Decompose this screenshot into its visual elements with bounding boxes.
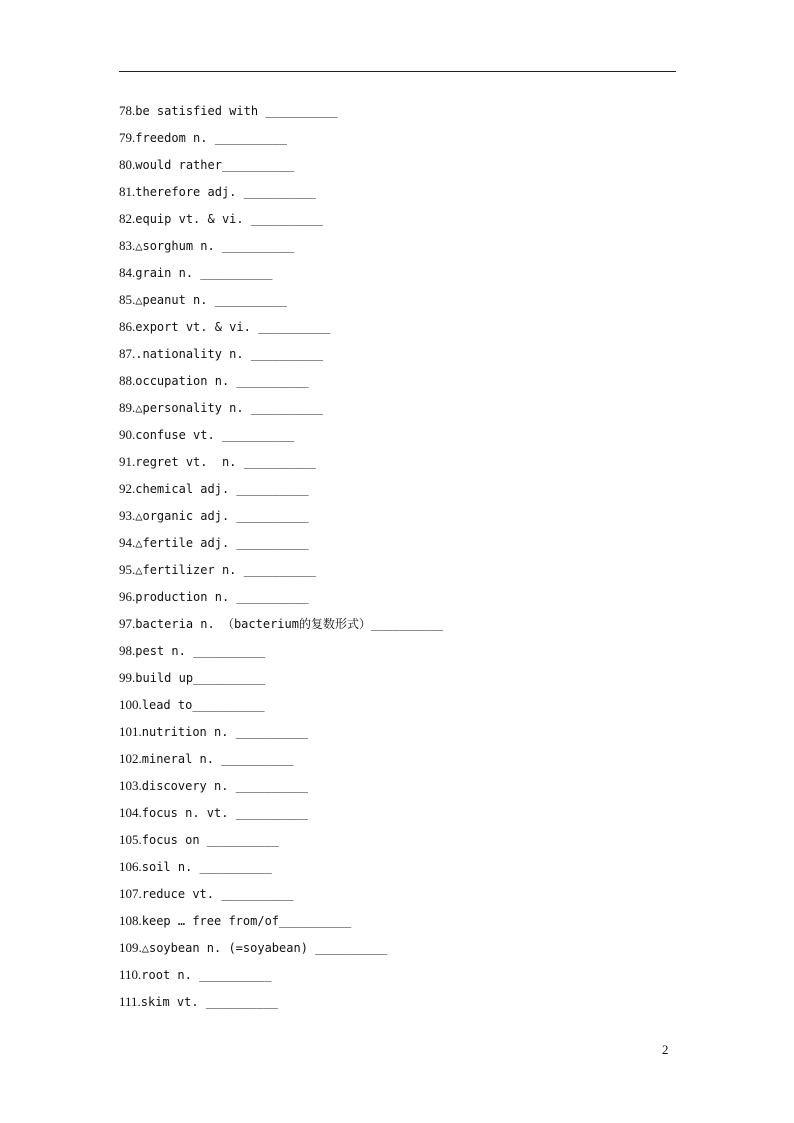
item-text: bacteria n. （bacterium的复数形式）__________ [135, 617, 444, 631]
item-number: 105. [119, 832, 142, 847]
item-text: △sorghum n. __________ [135, 239, 295, 253]
item-text: discovery n. __________ [141, 779, 308, 793]
list-item [119, 452, 443, 479]
item-number: 110. [119, 967, 142, 982]
list-item [119, 911, 443, 938]
item-text: △peanut n. __________ [135, 293, 287, 307]
list-item [119, 425, 443, 452]
list-item [119, 938, 443, 965]
item-text: focus n. vt. __________ [141, 806, 308, 820]
item-number: 107. [119, 886, 142, 901]
list-item [119, 722, 443, 749]
item-number: 92. [119, 481, 136, 496]
item-number: 102. [119, 751, 142, 766]
list-item [119, 803, 443, 830]
list-item [119, 317, 443, 344]
item-text: root n. __________ [141, 968, 272, 982]
item-number: 93. [119, 508, 136, 523]
list-item [119, 560, 443, 587]
item-text: keep … free from/of__________ [141, 914, 352, 928]
item-number: 79. [119, 130, 136, 145]
item-text: would rather__________ [135, 158, 295, 172]
item-text: grain n. __________ [135, 266, 273, 280]
item-text: reduce vt. __________ [141, 887, 294, 901]
item-number: 97. [119, 616, 136, 631]
item-text: equip vt. & vi. __________ [135, 212, 324, 226]
item-number: 111. [119, 994, 141, 1009]
item-number: 86. [119, 319, 136, 334]
list-item [119, 155, 443, 182]
vocabulary-list [119, 101, 443, 1019]
item-text: regret vt. n. __________ [135, 455, 316, 469]
item-number: 88. [119, 373, 136, 388]
item-number: 96. [119, 589, 136, 604]
list-item [119, 236, 443, 263]
list-item [119, 533, 443, 560]
list-item [119, 884, 443, 911]
item-number: 85. [119, 292, 136, 307]
header-rule [119, 71, 676, 72]
item-number: 78. [119, 103, 136, 118]
page-number: 2 [662, 1042, 669, 1057]
item-number: 83. [119, 238, 136, 253]
item-number: 104. [119, 805, 142, 820]
item-text: occupation n. __________ [135, 374, 309, 388]
item-number: 106. [119, 859, 142, 874]
item-number: 94. [119, 535, 136, 550]
list-item [119, 209, 443, 236]
item-number: 87. [119, 346, 136, 361]
item-text: △organic adj. __________ [135, 509, 309, 523]
list-item [119, 857, 443, 884]
item-number: 90. [119, 427, 136, 442]
item-text: production n. __________ [135, 590, 309, 604]
item-text: △fertilizer n. __________ [135, 563, 316, 577]
item-text: build up__________ [135, 671, 266, 685]
item-text: lead to__________ [141, 698, 265, 712]
item-number: 82. [119, 211, 136, 226]
list-item [119, 776, 443, 803]
item-text: .nationality n. __________ [135, 347, 324, 361]
list-item [119, 479, 443, 506]
item-number: 103. [119, 778, 142, 793]
list-item [119, 695, 443, 722]
list-item [119, 263, 443, 290]
list-item [119, 614, 443, 641]
item-number: 81. [119, 184, 136, 199]
item-number: 84. [119, 265, 136, 280]
list-item [119, 992, 443, 1019]
list-item [119, 641, 443, 668]
item-number: 95. [119, 562, 136, 577]
item-number: 109. [119, 940, 142, 955]
item-text: △soybean n. (=soyabean) __________ [141, 941, 388, 955]
list-item [119, 182, 443, 209]
list-item [119, 101, 443, 128]
item-text: skim vt. __________ [140, 995, 279, 1009]
item-text: nutrition n. __________ [141, 725, 308, 739]
list-item [119, 506, 443, 533]
list-item [119, 587, 443, 614]
item-text: pest n. __________ [135, 644, 266, 658]
list-item [119, 371, 443, 398]
list-item [119, 668, 443, 695]
item-number: 98. [119, 643, 136, 658]
item-number: 91. [119, 454, 136, 469]
list-item [119, 830, 443, 857]
item-number: 100. [119, 697, 142, 712]
item-text: therefore adj. __________ [135, 185, 316, 199]
item-text: export vt. & vi. __________ [135, 320, 331, 334]
item-text: chemical adj. __________ [135, 482, 309, 496]
item-number: 108. [119, 913, 142, 928]
item-text: be satisfied with __________ [135, 104, 338, 118]
item-number: 89. [119, 400, 136, 415]
list-item [119, 128, 443, 155]
list-item [119, 965, 443, 992]
list-item [119, 398, 443, 425]
item-number: 99. [119, 670, 136, 685]
item-number: 101. [119, 724, 142, 739]
item-text: confuse vt. __________ [135, 428, 295, 442]
item-number: 80. [119, 157, 136, 172]
item-text: △fertile adj. __________ [135, 536, 309, 550]
item-text: △personality n. __________ [135, 401, 324, 415]
list-item [119, 344, 443, 371]
item-text: focus on __________ [141, 833, 280, 847]
item-text: mineral n. __________ [141, 752, 294, 766]
list-item [119, 749, 443, 776]
item-text: freedom n. __________ [135, 131, 287, 145]
list-item [119, 290, 443, 317]
item-text: soil n. __________ [141, 860, 272, 874]
